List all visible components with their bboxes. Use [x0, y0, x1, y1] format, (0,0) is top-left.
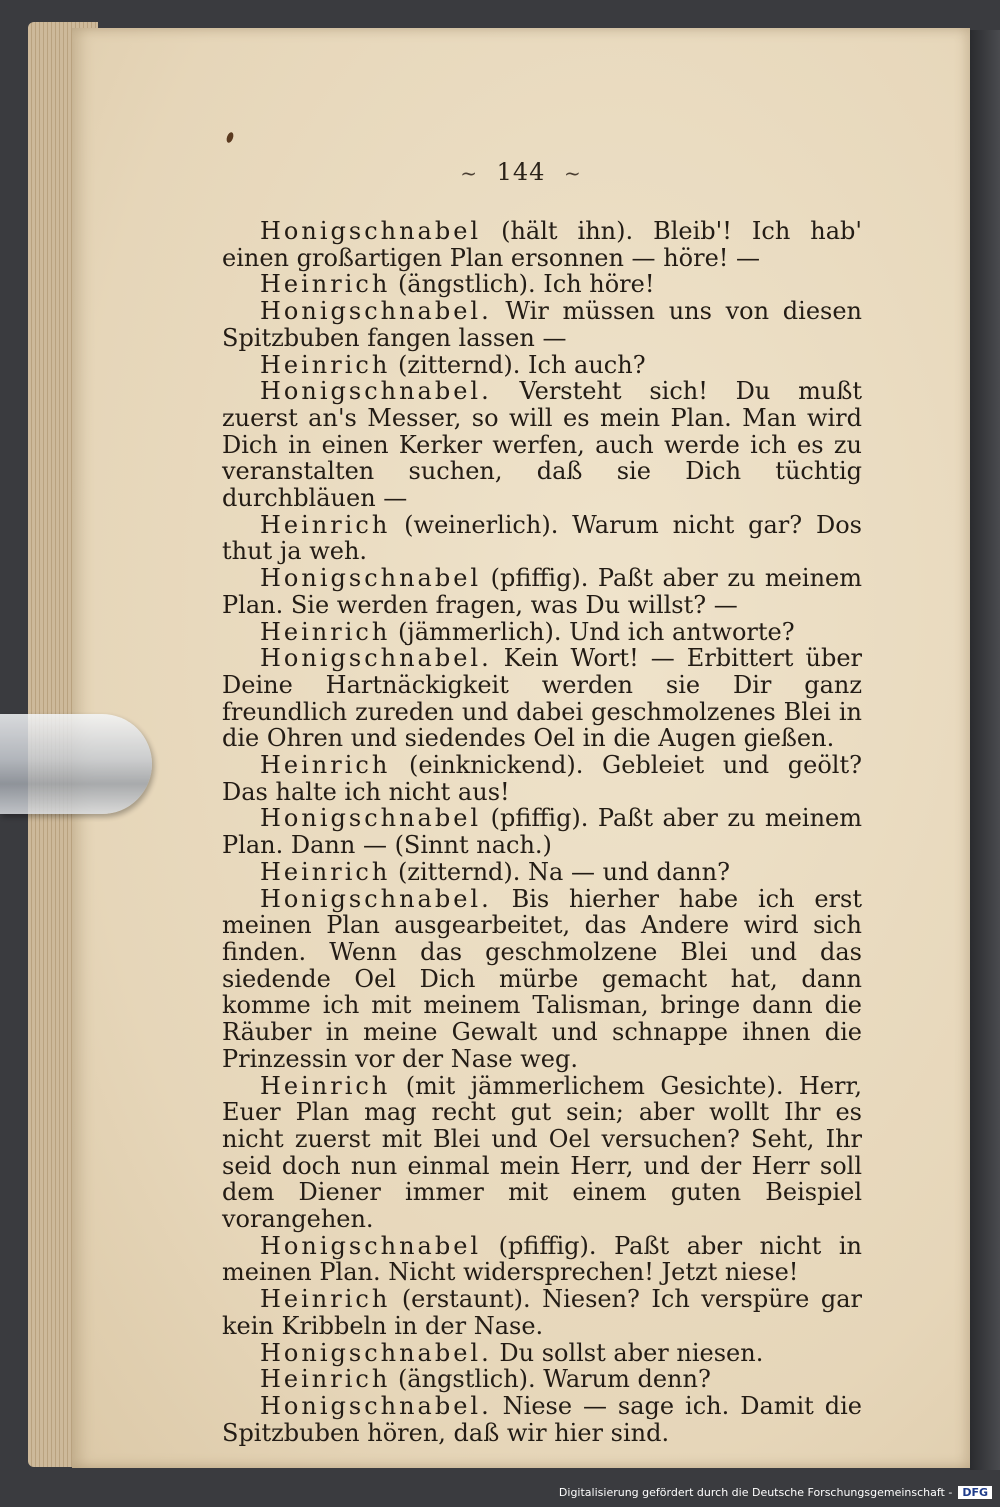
dialogue-line [222, 886, 862, 1073]
line-text: (jämmerlich). Und ich antworte? [390, 617, 795, 646]
line-text: (weinerlich). Warum nicht gar? Dos thut ja weh. [222, 510, 862, 566]
line-text: (pfiffig). Paßt aber zu meinem Plan. Sie werden fragen, was Du willst? — [222, 564, 862, 619]
flourish-right: ~ [564, 161, 582, 185]
speaker-name: Heinrich [260, 1071, 391, 1100]
dialogue-line [222, 752, 862, 805]
line-text: (zitternd). Ich auch? [390, 350, 646, 379]
dialogue-line [222, 1073, 862, 1233]
speaker-name: Heinrich [260, 751, 391, 780]
speaker-name: Heinrich [260, 857, 391, 886]
line-text: (mit jämmerlichem Gesichte). Herr, Euer Plan mag recht gut sein; aber wollt Ihr es nicht zuerst mit Blei und Oel versuchen? Seht, Ihr seid doch nun einmal mein Herr, und der Herr soll dem Diener immer mit einem guten Beispiel vorangehen. [222, 1071, 862, 1234]
credit-text: Digitalisierung gefördert durch die Deutsche Forschungsgemeinschaft - [558, 1486, 953, 1499]
ink-speck [225, 131, 234, 143]
speaker-name: Honigschnabel. [260, 884, 492, 913]
speaker-name: Honigschnabel. [260, 644, 492, 673]
dialogue-line [222, 1340, 862, 1367]
dialogue-line [222, 565, 862, 618]
speaker-name: Honigschnabel [260, 1231, 482, 1260]
line-text: Wir müssen uns von diesen Spitzbuben fangen lassen — [222, 297, 862, 352]
dialogue-line [222, 512, 862, 565]
dialogue-line [222, 352, 862, 379]
dialogue-line [222, 1366, 862, 1393]
line-text: (pfiffig). Paßt aber zu meinem Plan. Dann — (Sinnt nach.) [222, 804, 862, 860]
body-text [222, 218, 862, 1446]
line-text: (ängstlich). Ich höre! [390, 270, 655, 299]
speaker-name: Honigschnabel [260, 804, 482, 833]
speaker-name: Honigschnabel. [260, 377, 492, 406]
speaker-name: Honigschnabel. [260, 1338, 492, 1367]
line-text: (ängstlich). Warum denn? [390, 1365, 711, 1394]
dialogue-line [222, 805, 862, 858]
page-clamp [0, 714, 152, 814]
line-text: Niese — sage ich. Damit die Spitzbuben hören, daß wir hier sind. [222, 1391, 862, 1447]
speaker-name: Heinrich [260, 510, 391, 539]
dialogue-line [222, 271, 862, 298]
dfg-logo: DFG [958, 1486, 992, 1499]
dialogue-line [222, 218, 862, 271]
dialogue-line [222, 619, 862, 646]
line-text: Versteht sich! Du mußt zuerst an's Messer, so will es mein Plan. Man wird Dich in einen Kerker werfen, auch werde ich es zu veranstalten suchen, daß sie Dich tüchtig durchbläuen — [222, 377, 862, 513]
page-header [72, 158, 970, 186]
line-text: (erstaunt). Niesen? Ich verspüre gar kein Kribbeln in der Nase. [222, 1285, 862, 1340]
line-text: Bis hierher habe ich erst meinen Plan ausgearbeitet, das Andere wird sich finden. Wenn das geschmolzene Blei und das siedende Oel Dich mürbe gemacht hat, dann komme ich mit meinem Talisman, bringe dann die Räuber in meine Gewalt und schnappe ihnen die Prinzessin vor der Nase weg. [222, 884, 862, 1073]
speaker-name: Heinrich [260, 617, 391, 646]
dialogue-line [222, 645, 862, 752]
digitization-credit [559, 1486, 992, 1499]
speaker-name: Heinrich [260, 1285, 391, 1314]
speaker-name: Honigschnabel [260, 217, 482, 245]
book-page [72, 28, 970, 1468]
dialogue-line [222, 1233, 862, 1286]
line-text: Du sollst aber niesen. [491, 1338, 764, 1367]
dialogue-line [222, 859, 862, 886]
dialogue-line [222, 298, 862, 351]
line-text: (pfiffig). Paßt aber nicht in meinen Plan. Nicht widersprechen! Jetzt niese! [222, 1231, 862, 1287]
line-text: (einknickend). Gebleiet und geölt? Das halte ich nicht aus! [222, 751, 862, 806]
dialogue-line [222, 378, 862, 512]
speaker-name: Honigschnabel [260, 564, 482, 593]
speaker-name: Honigschnabel. [260, 297, 492, 326]
flourish-left: ~ [460, 161, 478, 185]
dialogue-line [222, 1393, 862, 1446]
facing-page-edge [970, 30, 1000, 1470]
dialogue-line [222, 1286, 862, 1339]
page-number: 144 [496, 158, 546, 186]
speaker-name: Honigschnabel. [260, 1391, 492, 1420]
line-text: (hält ihn). Bleib'! Ich hab' einen großartigen Plan ersonnen — höre! — [222, 217, 862, 272]
speaker-name: Heinrich [260, 1365, 391, 1394]
line-text: (zitternd). Na — und dann? [390, 857, 730, 886]
speaker-name: Heinrich [260, 270, 391, 299]
line-text: Kein Wort! — Erbittert über Deine Hartnäckigkeit werden sie Dir ganz freundlich zureden und dabei geschmolzenes Blei in die Ohren und siedendes Oel in die Augen gießen. [222, 644, 862, 753]
speaker-name: Heinrich [260, 350, 391, 379]
